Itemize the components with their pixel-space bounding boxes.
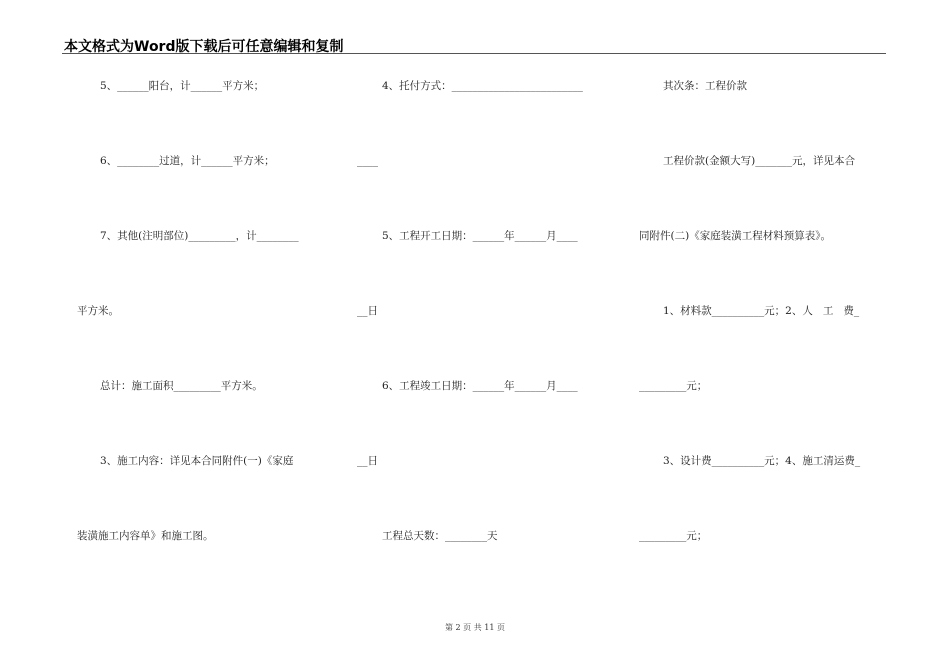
middle-line-6: __日	[357, 455, 378, 467]
left-line-5: 总计：施工面积_________平方米。	[100, 380, 263, 392]
middle-line-2: ____	[357, 155, 378, 167]
middle-line-4: __日	[357, 305, 378, 317]
left-line-7: 装潢施工内容单》和施工图。	[77, 530, 214, 542]
middle-line-1: 4、托付方式：_________________________	[382, 80, 583, 92]
left-line-6: 3、施工内容：详见本合同附件(一)《家庭	[100, 455, 294, 467]
right-line-4: 1、材料款__________元；2、人 工 费_	[663, 305, 860, 317]
right-line-5: _________元；	[639, 380, 708, 392]
right-line-7: _________元；	[639, 530, 708, 542]
header-divider	[62, 53, 886, 54]
right-line-1: 其次条：工程价款	[663, 80, 747, 92]
right-line-2: 工程价款(金额大写)_______元，详见本合	[663, 155, 855, 167]
middle-line-5: 6、工程竣工日期：______年______月____	[382, 380, 578, 392]
right-line-6: 3、设计费__________元；4、施工清运费_	[663, 455, 861, 467]
left-line-1: 5、______阳台，计______平方米；	[100, 80, 265, 92]
left-line-4: 平方米。	[77, 305, 119, 317]
left-line-3: 7、其他(注明部位)_________，计________	[100, 230, 299, 242]
left-line-2: 6、________过道，计______平方米；	[100, 155, 275, 167]
page-number-footer: 第 2 页 共 11 页	[445, 623, 505, 632]
document-header-title: 本文格式为Word版下载后可任意编辑和复制	[64, 39, 344, 55]
right-line-3: 同附件(二)《家庭装潢工程材料预算表》。	[639, 230, 831, 242]
middle-line-7: 工程总天数：________天	[382, 530, 498, 542]
middle-line-3: 5、工程开工日期：______年______月____	[382, 230, 578, 242]
